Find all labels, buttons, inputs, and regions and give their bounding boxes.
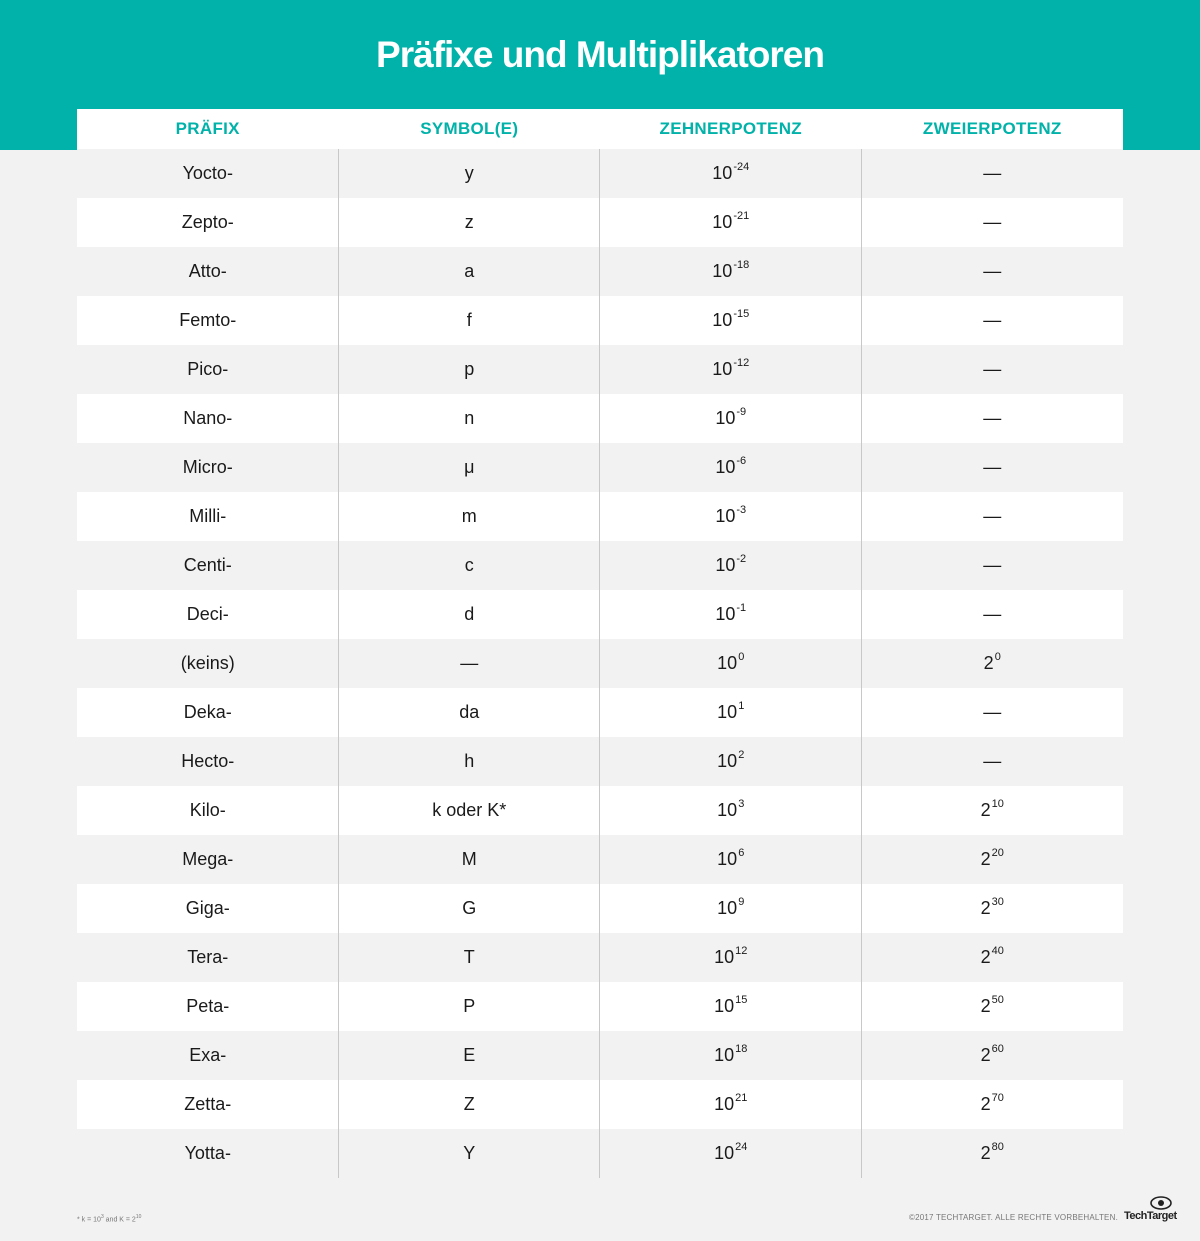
prefix-name: Pico- — [187, 359, 229, 379]
power-exponent: 0 — [994, 651, 1001, 663]
power-of-ten-cell — [600, 296, 862, 345]
prefix-name: Tera- — [187, 947, 229, 967]
prefix-name: Giga- — [185, 898, 230, 918]
table-row — [77, 1031, 1123, 1080]
symbol-cell — [339, 786, 601, 835]
symbol-value: G — [462, 898, 477, 918]
power-base: 2 — [980, 947, 991, 967]
symbol-value: p — [464, 359, 475, 379]
prefix-name: Deci- — [186, 604, 229, 624]
power-exponent: -6 — [736, 455, 747, 467]
prefix-cell — [77, 1031, 339, 1080]
power-base: 10 — [714, 1094, 735, 1114]
column-header-prefix: PRÄFIX — [175, 119, 240, 138]
power-of-ten-cell — [600, 639, 862, 688]
prefix-name: Hecto- — [181, 751, 235, 771]
power-of-ten-cell — [600, 835, 862, 884]
power-base: 2 — [980, 996, 991, 1016]
power-base: — — [983, 555, 1002, 575]
power-of-ten-cell — [600, 443, 862, 492]
power-of-ten-cell — [600, 1129, 862, 1178]
power-base: 10 — [717, 849, 738, 869]
table-row — [77, 933, 1123, 982]
prefix-cell — [77, 296, 339, 345]
power-base: 10 — [714, 1143, 735, 1163]
symbol-value: f — [466, 310, 472, 330]
power-exponent: 2 — [738, 749, 745, 761]
power-base: 10 — [712, 212, 733, 232]
symbol-cell — [339, 198, 601, 247]
power-base: 2 — [980, 849, 991, 869]
prefix-name: Micro- — [182, 457, 233, 477]
table-row — [77, 345, 1123, 394]
symbol-value: Z — [463, 1094, 475, 1114]
prefix-cell — [77, 492, 339, 541]
prefix-name: Milli- — [189, 506, 227, 526]
symbol-cell — [339, 492, 601, 541]
prefix-name: Atto- — [188, 261, 227, 281]
prefix-cell — [77, 933, 339, 982]
symbol-cell — [339, 1031, 601, 1080]
power-exponent: 3 — [738, 798, 745, 810]
prefix-table — [77, 109, 1123, 1178]
table-row — [77, 443, 1123, 492]
power-base: — — [983, 261, 1002, 281]
footnote-text: and K = 2 — [103, 1216, 136, 1224]
power-of-two-cell — [862, 639, 1124, 688]
power-of-ten-cell — [600, 933, 862, 982]
table-row — [77, 1080, 1123, 1129]
power-base: 2 — [980, 1045, 991, 1065]
prefix-name: Yocto- — [182, 163, 233, 183]
prefix-name: Yotta- — [184, 1143, 231, 1163]
power-of-ten-cell — [600, 884, 862, 933]
power-base: 10 — [712, 261, 733, 281]
symbol-value: d — [464, 604, 475, 624]
prefix-cell — [77, 835, 339, 884]
table-row — [77, 688, 1123, 737]
power-exponent: -2 — [736, 553, 747, 565]
power-base: 10 — [714, 996, 735, 1016]
table-row — [77, 884, 1123, 933]
power-base: 2 — [983, 653, 994, 673]
power-of-ten-cell — [600, 1080, 862, 1129]
power-exponent: 12 — [735, 945, 748, 957]
power-of-ten-cell — [600, 590, 862, 639]
power-base: — — [983, 408, 1002, 428]
prefix-name: Mega- — [182, 849, 234, 869]
symbol-cell — [339, 639, 601, 688]
prefix-name: Deka- — [183, 702, 232, 722]
column-divider — [338, 149, 339, 1178]
power-base: 10 — [712, 310, 733, 330]
power-exponent: 21 — [735, 1092, 748, 1104]
symbol-cell — [339, 149, 601, 198]
symbol-value: Y — [463, 1143, 476, 1163]
symbol-cell — [339, 345, 601, 394]
table-row — [77, 149, 1123, 198]
symbol-value: h — [464, 751, 475, 771]
power-base: — — [983, 359, 1002, 379]
symbol-value: — — [460, 653, 479, 673]
power-exponent: 80 — [991, 1141, 1004, 1153]
prefix-name: Zetta- — [184, 1094, 232, 1114]
power-of-two-cell — [862, 247, 1124, 296]
power-base: 10 — [717, 800, 738, 820]
table-body — [77, 149, 1123, 1178]
symbol-cell — [339, 541, 601, 590]
power-base: — — [983, 506, 1002, 526]
prefix-cell — [77, 394, 339, 443]
power-exponent: 0 — [738, 651, 745, 663]
table-row — [77, 247, 1123, 296]
prefix-name: Nano- — [183, 408, 233, 428]
power-of-ten-cell — [600, 198, 862, 247]
prefix-cell — [77, 884, 339, 933]
power-base: — — [983, 310, 1002, 330]
techtarget-logo — [1124, 1196, 1184, 1226]
power-base: 2 — [980, 1094, 991, 1114]
table-row — [77, 541, 1123, 590]
prefix-cell — [77, 149, 339, 198]
power-of-two-cell — [862, 443, 1124, 492]
power-exponent: -1 — [736, 602, 747, 614]
power-exponent: -9 — [736, 406, 747, 418]
power-base: 2 — [980, 898, 991, 918]
footnote-exponent: 3 — [100, 1214, 104, 1220]
column-header-power-of-two: ZWEIERPOTENZ — [922, 119, 1062, 138]
column-divider — [599, 149, 600, 1178]
table-row — [77, 492, 1123, 541]
power-base: 10 — [715, 457, 736, 477]
table-row — [77, 786, 1123, 835]
power-exponent: 24 — [735, 1141, 748, 1153]
symbol-value: da — [459, 702, 480, 722]
power-base: — — [983, 457, 1002, 477]
prefix-cell — [77, 1129, 339, 1178]
symbol-value: μ — [464, 457, 475, 477]
prefix-name: Exa- — [189, 1045, 227, 1065]
power-of-ten-cell — [600, 149, 862, 198]
symbol-cell — [339, 590, 601, 639]
prefix-cell — [77, 443, 339, 492]
table-row — [77, 982, 1123, 1031]
power-exponent: 70 — [991, 1092, 1004, 1104]
symbol-cell — [339, 1129, 601, 1178]
power-of-ten-cell — [600, 786, 862, 835]
symbol-cell — [339, 982, 601, 1031]
power-of-ten-cell — [600, 688, 862, 737]
power-of-two-cell — [862, 345, 1124, 394]
symbol-value: M — [461, 849, 477, 869]
symbol-cell — [339, 688, 601, 737]
table-row — [77, 590, 1123, 639]
power-base: — — [983, 163, 1002, 183]
power-of-ten-cell — [600, 492, 862, 541]
power-exponent: -18 — [733, 259, 750, 271]
power-base: 10 — [717, 751, 738, 771]
prefix-cell — [77, 737, 339, 786]
power-base: 10 — [715, 604, 736, 624]
power-exponent: -15 — [733, 308, 750, 320]
table-row — [77, 835, 1123, 884]
power-of-ten-cell — [600, 345, 862, 394]
table-row — [77, 639, 1123, 688]
column-header-power-of-ten: ZEHNERPOTENZ — [659, 119, 802, 138]
symbol-cell — [339, 933, 601, 982]
power-base: 10 — [715, 555, 736, 575]
logo-text: TechTarget — [1124, 1210, 1177, 1222]
power-of-two-cell — [862, 1129, 1124, 1178]
footnote — [77, 1214, 141, 1223]
power-base: 10 — [717, 898, 738, 918]
prefix-cell — [77, 541, 339, 590]
eye-icon — [1150, 1196, 1172, 1210]
symbol-cell — [339, 443, 601, 492]
power-exponent: 60 — [991, 1043, 1004, 1055]
table-row — [77, 296, 1123, 345]
prefix-name: Zepto- — [181, 212, 234, 232]
prefix-name: Kilo- — [189, 800, 226, 820]
power-exponent: -24 — [733, 161, 750, 173]
prefix-cell — [77, 786, 339, 835]
power-exponent: 18 — [735, 1043, 748, 1055]
power-of-two-cell — [862, 786, 1124, 835]
prefix-name: (keins) — [180, 653, 235, 673]
power-of-two-cell — [862, 933, 1124, 982]
prefix-cell — [77, 982, 339, 1031]
power-base: — — [983, 604, 1002, 624]
power-exponent: 6 — [738, 847, 745, 859]
symbol-value: n — [464, 408, 475, 428]
power-of-ten-cell — [600, 1031, 862, 1080]
symbol-cell — [339, 737, 601, 786]
symbol-value: z — [464, 212, 474, 232]
prefix-name: Femto- — [179, 310, 237, 330]
prefix-cell — [77, 688, 339, 737]
power-base: 10 — [717, 653, 738, 673]
column-header-symbol: SYMBOL(E) — [420, 119, 519, 138]
symbol-cell — [339, 247, 601, 296]
power-of-two-cell — [862, 1031, 1124, 1080]
symbol-value: k oder K* — [432, 800, 507, 820]
power-of-two-cell — [862, 541, 1124, 590]
table-row — [77, 1129, 1123, 1178]
footnote-exponent: 10 — [135, 1214, 142, 1220]
symbol-value: E — [463, 1045, 476, 1065]
power-of-two-cell — [862, 492, 1124, 541]
power-exponent: 20 — [991, 847, 1004, 859]
power-exponent: 30 — [991, 896, 1004, 908]
symbol-value: m — [461, 506, 477, 526]
power-exponent: 15 — [735, 994, 748, 1006]
power-of-two-cell — [862, 1080, 1124, 1129]
symbol-value: T — [463, 947, 475, 967]
column-divider — [861, 149, 862, 1178]
table-row — [77, 198, 1123, 247]
copyright-notice: ©2017 TECHTARGET. ALLE RECHTE VORBEHALTEN. — [908, 1213, 1118, 1222]
page-title: Präfixe und Multiplikatoren — [376, 34, 824, 75]
power-base: — — [983, 702, 1002, 722]
power-of-ten-cell — [600, 982, 862, 1031]
power-base: 10 — [715, 408, 736, 428]
power-of-two-cell — [862, 198, 1124, 247]
prefix-cell — [77, 198, 339, 247]
power-of-two-cell — [862, 737, 1124, 786]
symbol-cell — [339, 1080, 601, 1129]
power-of-two-cell — [862, 688, 1124, 737]
power-exponent: 9 — [738, 896, 745, 908]
power-of-two-cell — [862, 394, 1124, 443]
power-of-two-cell — [862, 296, 1124, 345]
prefix-cell — [77, 247, 339, 296]
power-of-two-cell — [862, 149, 1124, 198]
power-base: 10 — [712, 359, 733, 379]
symbol-value: P — [463, 996, 476, 1016]
power-base: 10 — [715, 506, 736, 526]
power-exponent: 40 — [991, 945, 1004, 957]
power-of-ten-cell — [600, 541, 862, 590]
prefix-name: Peta- — [186, 996, 230, 1016]
power-base: — — [983, 751, 1002, 771]
symbol-cell — [339, 884, 601, 933]
power-base: 10 — [717, 702, 738, 722]
power-of-ten-cell — [600, 394, 862, 443]
table-header — [77, 109, 1123, 149]
table-row — [77, 394, 1123, 443]
prefix-cell — [77, 345, 339, 394]
power-of-ten-cell — [600, 247, 862, 296]
power-exponent: -12 — [733, 357, 750, 369]
power-exponent: -21 — [733, 210, 750, 222]
power-exponent: -3 — [736, 504, 747, 516]
power-of-two-cell — [862, 835, 1124, 884]
power-exponent: 10 — [991, 798, 1004, 810]
prefix-cell — [77, 1080, 339, 1129]
symbol-cell — [339, 394, 601, 443]
power-base: 2 — [980, 800, 991, 820]
power-base: 2 — [980, 1143, 991, 1163]
prefix-name: Centi- — [183, 555, 232, 575]
power-of-two-cell — [862, 982, 1124, 1031]
symbol-value: a — [464, 261, 475, 281]
power-of-ten-cell — [600, 737, 862, 786]
power-base: 10 — [712, 163, 733, 183]
power-base: — — [983, 212, 1002, 232]
power-exponent: 50 — [991, 994, 1004, 1006]
power-exponent: 1 — [738, 700, 745, 712]
symbol-cell — [339, 835, 601, 884]
symbol-value: y — [464, 163, 474, 183]
prefix-cell — [77, 639, 339, 688]
power-of-two-cell — [862, 884, 1124, 933]
power-base: 10 — [714, 947, 735, 967]
symbol-cell — [339, 296, 601, 345]
power-base: 10 — [714, 1045, 735, 1065]
symbol-value: c — [464, 555, 474, 575]
prefix-cell — [77, 590, 339, 639]
table-row — [77, 737, 1123, 786]
power-of-two-cell — [862, 590, 1124, 639]
footnote-text: * k = 10 — [77, 1216, 101, 1224]
